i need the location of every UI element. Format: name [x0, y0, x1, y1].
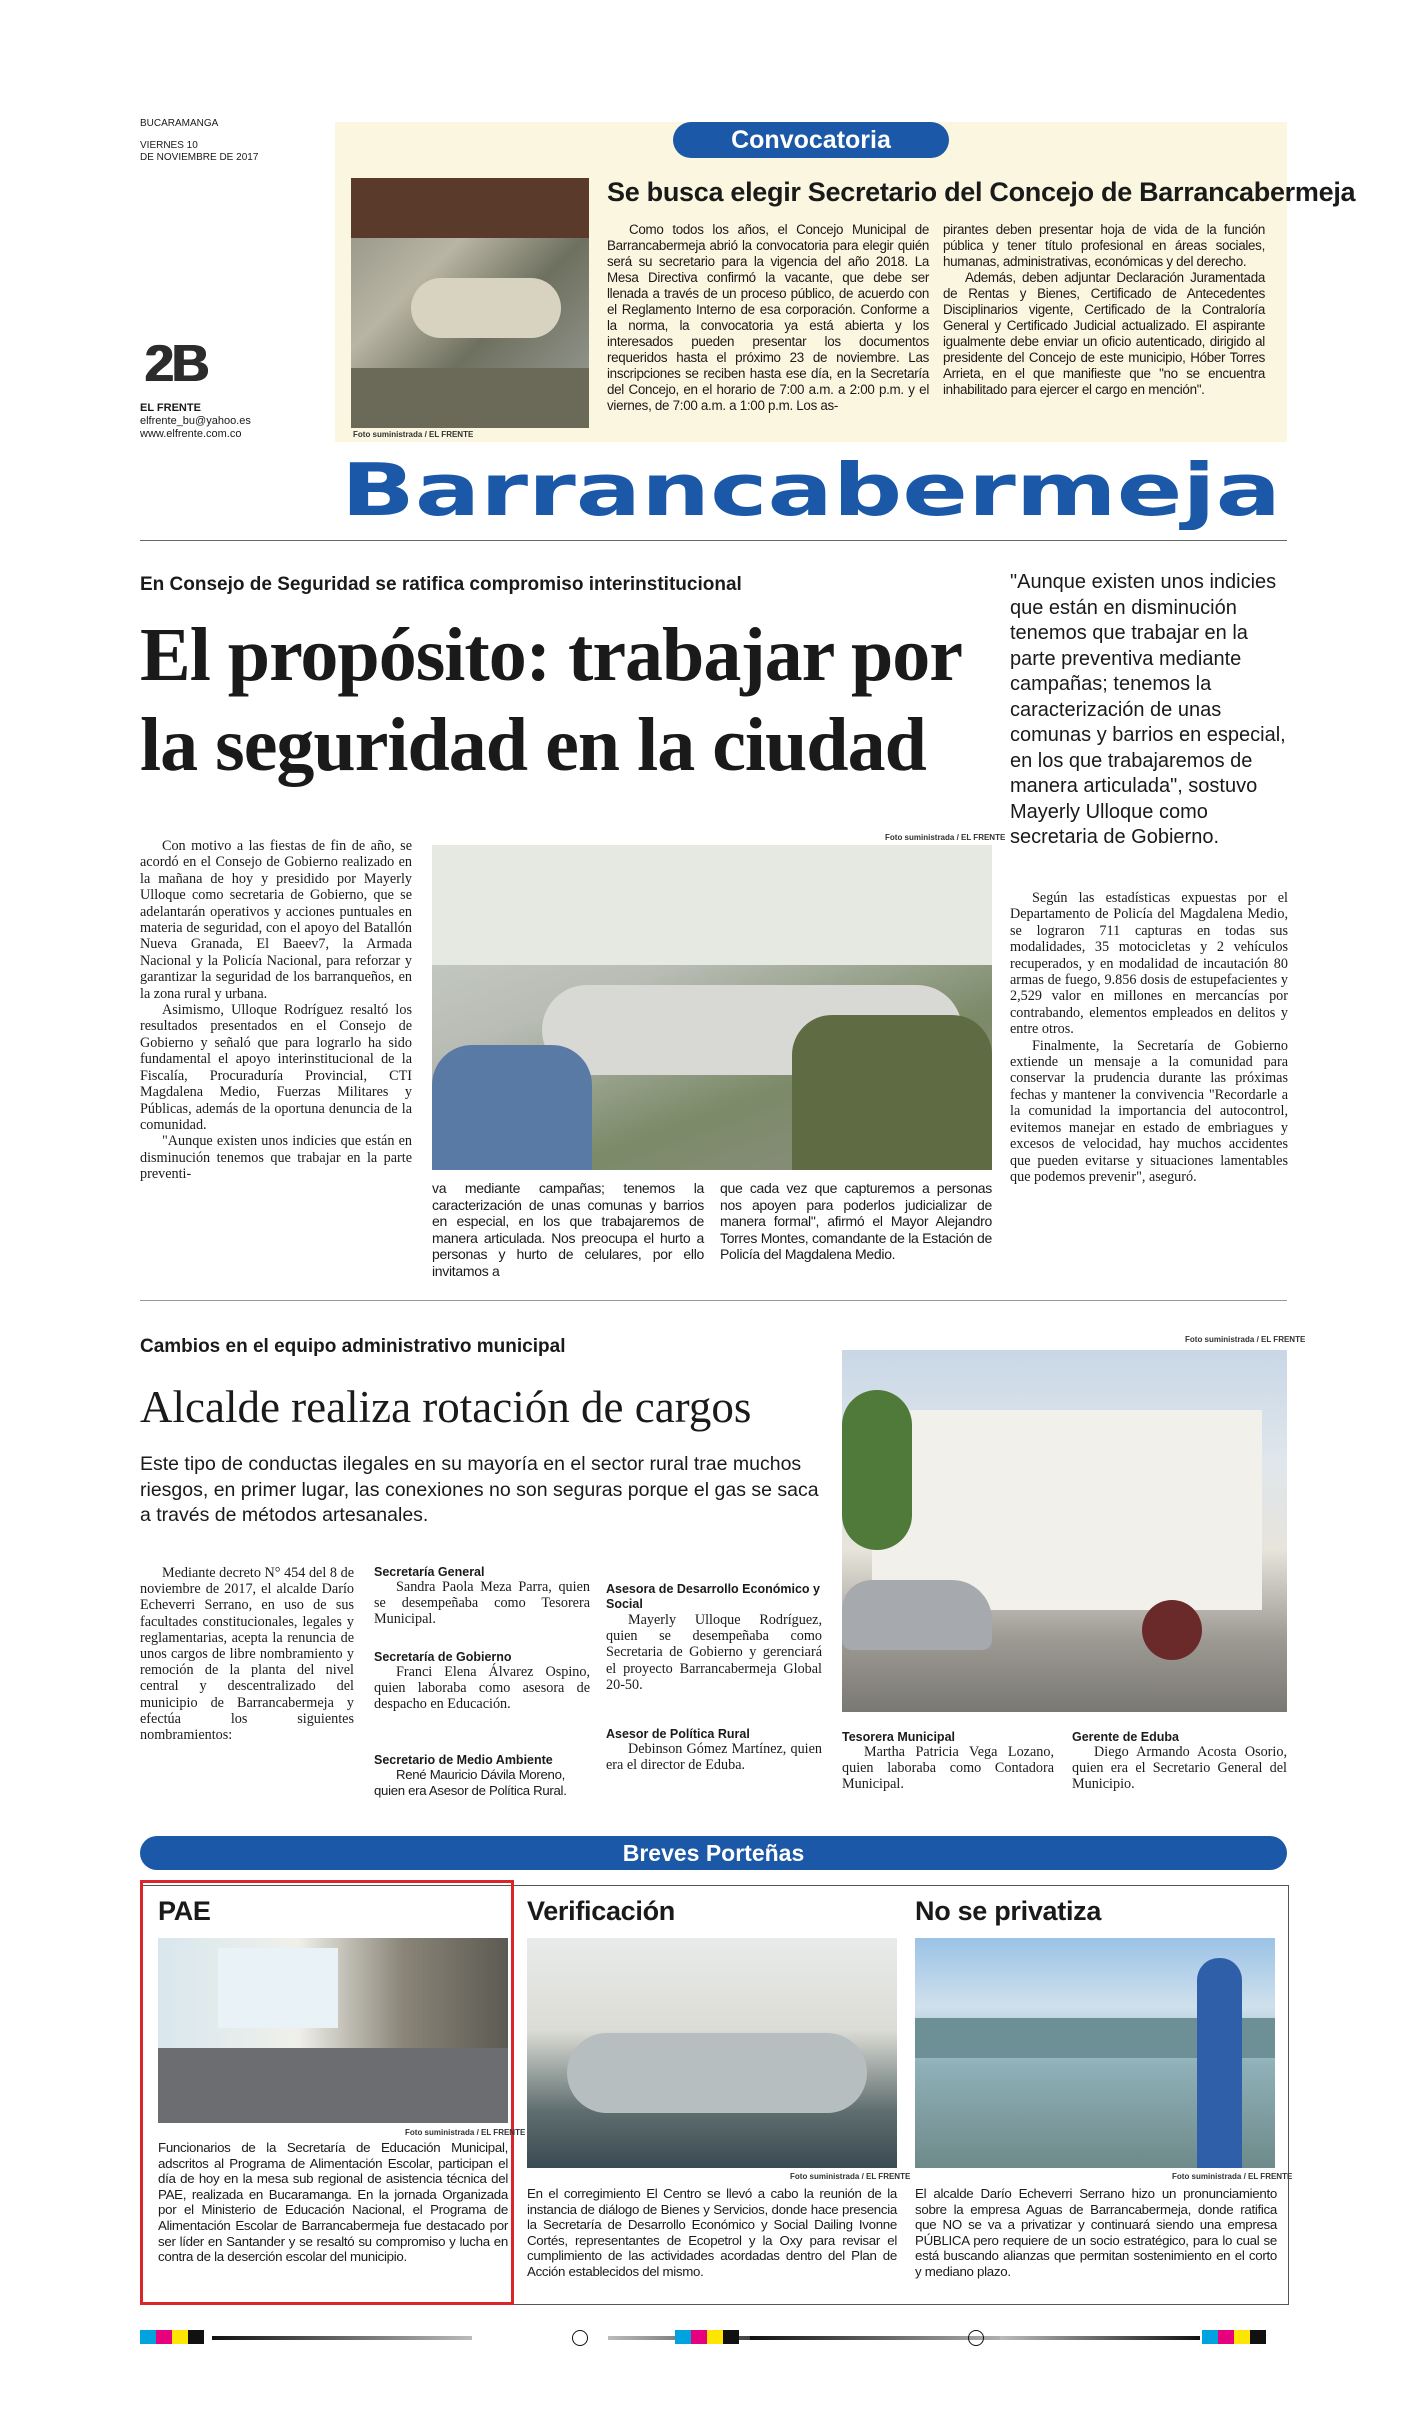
breves-banner: Breves Porteñas	[140, 1836, 1287, 1870]
alcaldia-photo	[842, 1350, 1287, 1712]
cargos-kicker: Cambios en el equipo administrativo municipal	[140, 1336, 566, 1357]
role-6-text: Martha Patricia Vega Lozano, quien laboraba como Contadora Municipal.	[842, 1744, 1054, 1793]
page-code: 2B	[144, 335, 207, 393]
role-4-title: Asesora de Desarrollo Económico y Social	[606, 1582, 820, 1611]
role-3	[374, 1753, 590, 1799]
security-pullquote: "Aunque existen unos indicies que están en disminución tenemos que trabajar en la parte preventiva mediante campañas; tenemos la caracterización de unas comunas y barrios en especial, en los que trabajaremos de manera articulada", sostuvo Mayerly Ulloque como secretaria de Gobierno.	[1010, 571, 1286, 848]
role-2-title: Secretaría de Gobierno	[374, 1650, 512, 1664]
masthead-info	[140, 402, 251, 441]
convocatoria-col2	[943, 222, 1265, 398]
divider-top	[140, 540, 1287, 541]
convocatoria-headline: Se busca elegir Secretario del Concejo de Barrancabermeja	[607, 177, 1356, 207]
date-line1: VIERNES 10	[140, 140, 198, 151]
verificacion-text: En el corregimiento El Centro se llevó a cabo la reunión de la instancia de diálogo de Bienes y Servicios, donde hace presencia la Secretaría de Desarrollo Económico y Social Dailing Ivonne Cortés, representantes de Ecopetrol y la Oxy para revisar el cumplimiento de las actividades acordadas dentro del Plan de Acción establecidos del mismo.	[527, 2186, 897, 2279]
verificacion-photo	[527, 1938, 897, 2168]
role-5-text: Debinson Gómez Martínez, quien era el director de Eduba.	[606, 1741, 822, 1774]
cargos-intro-text: Mediante decreto N° 454 del 8 de noviembre de 2017, el alcalde Darío Echeverri Serrano, en uso de sus facultades constitucionales, legales y reglamentarias, acepta la renuncia de unos cargos de libre nombramiento y remoción de la planta del nivel central y descentralizado del municipio de Barrancabermeja y efectúa los siguientes nombramientos:	[140, 1565, 354, 1744]
convocatoria-col2b-text: Además, deben adjuntar Declaración Juramentada de Rentas y Bienes, Certificado de Antecedentes Disciplinarios vigente, Certificado de la Contraloría General y Certificado Judicial actualizado. El aspirante igualmente debe enviar un oficio autenticado, dirigido al presidente del Concejo de este municipio, Hóber Torres Arrieta, en el que manifieste que "no se encuentra inhabilitado para ejercer el cargo en mención".	[943, 270, 1265, 397]
cargos-lede: Este tipo de conductas ilegales en su mayoría en el sector rural trae muchos riesgos, en primer lugar, las conexiones no son seguras porque el gas se saca a través de métodos artesanales.	[140, 1453, 819, 1526]
security-headline: El propósito: trabajar por la seguridad en la ciudad	[140, 613, 961, 787]
security-col2: va mediante campañas; tenemos la caracterización de unas comunas y barrios en especial, en los que trabajaremos de manera articulada. Nos preocupa el hurto a personas y hurto de celulares, por ello invitamos a	[432, 1180, 704, 1279]
crosshair-right	[968, 2330, 984, 2346]
convocatoria-credit: Foto suministrada / EL FRENTE	[353, 430, 474, 439]
convocatoria-col2a-text: pirantes deben presentar hoja de vida de la función pública y tener título profesional en áreas sociales, humanas, administrativas, económicas y del derecho.	[943, 222, 1265, 269]
convocatoria-label: Convocatoria	[673, 122, 949, 158]
security-col4-p1: Según las estadísticas expuestas por el Departamento de Policía del Magdalena Medio, se lograron 711 capturas en todas sus modalidades, 35 motocicletas y 2 vehículos recuperados, y en modalidad de incautación 80 armas de fuego, 9.856 dosis de estupefacientes y 2,529 valor en millones en mercancías por contrabando, elementos empleados en delitos y entre otros.	[1010, 890, 1288, 1038]
email-link[interactable]: elfrente_bu@yahoo.es	[140, 415, 251, 427]
security-kicker: En Consejo de Seguridad se ratifica compromiso interinstitucional	[140, 574, 742, 595]
section-title-text: Barrancabermeja	[341, 455, 1281, 530]
crosshair-left	[572, 2330, 588, 2346]
role-4	[606, 1582, 822, 1693]
role-7-text: Diego Armando Acosta Osorio, quien era el Secretario General del Municipio.	[1072, 1744, 1287, 1793]
security-col1-p3: "Aunque existen unos indicies que están en disminución tenemos que trabajar en la parte preventi-	[140, 1133, 412, 1183]
section-title-svg	[335, 455, 1287, 530]
role-6	[842, 1730, 1054, 1793]
role-3-text: René Mauricio Dávila Moreno, quien era Asesor de Política Rural.	[374, 1767, 567, 1799]
privatiza-text: El alcalde Darío Echeverri Serrano hizo un pronunciamiento sobre la empresa Aguas de Barrancabermeja, donde ratifica que NO se va a privatizar y continuará siendo una empresa PÚBLICA pero requiere de un socio estratégico, para lo cual se está buscando alianzas que permitan sostenimiento en el corto y mediano plazo.	[915, 2186, 1277, 2279]
pae-photo	[158, 1938, 508, 2123]
security-col1-p1: Con motivo a las fiestas de fin de año, se acordó en el Consejo de Gobierno realizado en la mañana de hoy y presidido por Mayerly Ulloque como secretaria de Gobierno, que se adelantarán operativos y acciones puntuales en materia de seguridad, con el apoyo del Batallón Nueva Granada, El Baeev7, la Armada Nacional y la Policía Nacional, para reforzar y garantizar la seguridad de los barranqueños, en la zona rural y urbana.	[140, 838, 412, 1002]
dateline	[140, 118, 258, 164]
city-label: BUCARAMANGA	[140, 118, 219, 129]
pae-credit: Foto suministrada / EL FRENTE	[405, 2128, 526, 2137]
role-1-title: Secretaría General	[374, 1565, 485, 1579]
date-line2: DE NOVIEMBRE DE 2017	[140, 152, 259, 163]
pae-text: Funcionarios de la Secretaría de Educación Municipal, adscritos al Programa de Alimentación Escolar, participan el día de hoy en la mesa sub regional de asistencia técnica del PAE, realizada en Bucaramanga. En la jornada Organizada por el Ministerio de Educación Nacional, el Programa de Alimentación Escolar de Barrancabermeja fue destacado por ser líder en Santander y se resaltó su compromiso y lucha en contra de la deserción escolar del municipio.	[158, 2140, 508, 2265]
web-link[interactable]: www.elfrente.com.co	[140, 428, 242, 440]
security-photo	[432, 845, 992, 1170]
role-1-text: Sandra Paola Meza Parra, quien se desempeñaba como Tesorera Municipal.	[374, 1579, 590, 1628]
role-5	[606, 1727, 822, 1773]
role-7-title: Gerente de Eduba	[1072, 1730, 1179, 1744]
registration-marks	[140, 2330, 1287, 2346]
role-5-title: Asesor de Política Rural	[606, 1727, 750, 1741]
privatiza-photo	[915, 1938, 1275, 2168]
role-3-title: Secretario de Medio Ambiente	[374, 1753, 553, 1767]
color-bar-center	[675, 2330, 739, 2349]
breve-pae-title: PAE	[158, 1896, 211, 1926]
cargos-intro	[140, 1565, 354, 1743]
color-bar-left	[140, 2330, 204, 2349]
cargos-headline: Alcalde realiza rotación de cargos	[140, 1382, 752, 1432]
privatiza-credit: Foto suministrada / EL FRENTE	[1172, 2172, 1293, 2181]
verificacion-credit: Foto suministrada / EL FRENTE	[790, 2172, 911, 2181]
convocatoria-box	[335, 122, 1356, 442]
breve-verificacion-title: Verificación	[527, 1896, 675, 1926]
paper-name: EL FRENTE	[140, 402, 201, 414]
security-col1-p2: Asimismo, Ulloque Rodríguez resaltó los resultados presentados en el Consejo de Gobierno y señaló que para lograrlo ha sido fundamental el apoyo interinstitucional de la Fiscalía, Procuraduría Provincial, CTI Magdalena Medio, Fuerzas Militares y Públicas, además de la oportuna denuncia de la comunidad.	[140, 1002, 412, 1133]
role-4-text: Mayerly Ulloque Rodríguez, quien se desempeñaba como Secretaria de Gobierno y gerenciará el proyecto Barrancabermeja Global 20-50.	[606, 1612, 822, 1693]
color-bar-right	[1202, 2330, 1266, 2349]
divider-mid	[140, 1300, 1287, 1301]
section-title	[335, 455, 1287, 530]
role-2-text: Franci Elena Álvarez Ospino, quien laboraba como asesora de despacho en Educación.	[374, 1664, 590, 1713]
security-col4	[1010, 890, 1288, 1185]
security-col1	[140, 838, 412, 1183]
concejo-photo	[351, 178, 589, 428]
role-6-title: Tesorera Municipal	[842, 1730, 955, 1744]
security-col3: que cada vez que capturemos a personas nos apoyen para poderlos judicializar de manera formal", afirmó el Mayor Alejandro Torres Montes, comandante de la Estación de Policía del Magdalena Medio.	[720, 1180, 992, 1262]
convocatoria-col1	[607, 222, 929, 414]
cargos-credit: Foto suministrada / EL FRENTE	[1185, 1335, 1306, 1344]
breve-privatiza-title: No se privatiza	[915, 1896, 1102, 1926]
convocatoria-col1-text: Como todos los años, el Concejo Municipal de Barrancabermeja abrió la convocatoria para elegir quién será su secretario para la vigencia del año 2018. La Mesa Directiva confirmó la vacante, que debe ser llenada a través de un proceso público, de acuerdo con el Reglamento Interno de esa corporación. Conforme a la norma, la convocatoria ya está abierta y los interesados pueden presentar los documentos requeridos hasta el próximo 23 de noviembre. Las inscripciones se reciben hasta ese día, en la Secretaría del Concejo, en el horario de 7:00 a.m. a 2:00 p.m. y el viernes, de 7:00 a.m. a 1:00 p.m. Los as-	[607, 222, 929, 413]
security-credit: Foto suministrada / EL FRENTE	[885, 833, 1006, 842]
role-7	[1072, 1730, 1287, 1793]
security-col4-p2: Finalmente, la Secretaría de Gobierno extiende un mensaje a la comunidad para conservar la prudencia durante las próximas fechas y mantener la convivencia "Recordarle a la comunidad la importancia del autocontrol, evitemos manejar en estado de embriagues y excesos de velocidad, hay muchos accidentes que pueden evitarse y situaciones lamentables que podemos prevenir", aseguró.	[1010, 1037, 1288, 1185]
role-1	[374, 1565, 590, 1628]
role-2	[374, 1650, 590, 1713]
